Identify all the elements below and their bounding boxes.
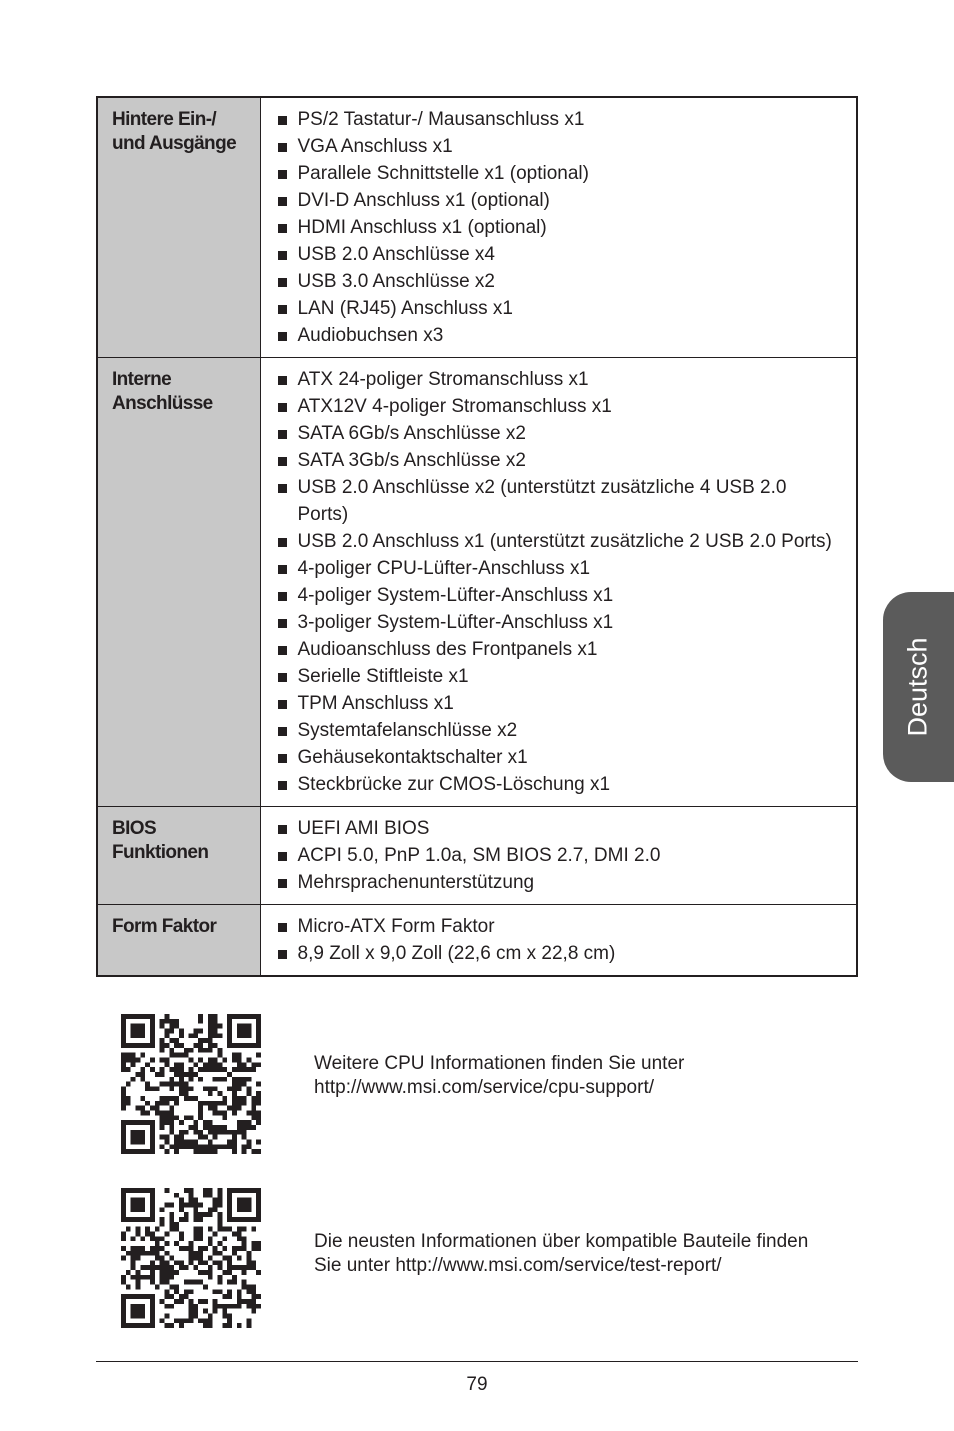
- spec-item-list: [277, 106, 837, 349]
- list-item: Parallele Schnittstelle x1 (optional): [277, 160, 837, 187]
- list-item: Audioanschluss des Frontpanels x1: [277, 636, 837, 663]
- spec-value-cell: [260, 905, 857, 977]
- side-tab-label: Deutsch: [902, 637, 933, 737]
- list-item: PS/2 Tastatur-/ Mausanschluss x1: [277, 106, 837, 133]
- list-item: Gehäusekontaktschalter x1: [277, 744, 837, 771]
- list-item: TPM Anschluss x1: [277, 690, 837, 717]
- list-item: USB 2.0 Anschlüsse x4: [277, 241, 837, 268]
- test-report-note: [314, 1230, 854, 1278]
- spec-label-line: Anschlüsse: [112, 393, 213, 414]
- spec-label-cell: [97, 807, 260, 905]
- spec-value-cell: [260, 358, 857, 807]
- spec-label-cell: [97, 905, 260, 977]
- list-item: LAN (RJ45) Anschluss x1: [277, 295, 837, 322]
- list-item: 3-poliger System-Lüfter-Anschluss x1: [277, 609, 837, 636]
- list-item: Micro-ATX Form Faktor: [277, 913, 837, 940]
- spec-label-line: Funktionen: [112, 842, 209, 863]
- list-item: Steckbrücke zur CMOS-Löschung x1: [277, 771, 837, 798]
- spec-table: [96, 96, 858, 977]
- list-item: UEFI AMI BIOS: [277, 815, 837, 842]
- page-number: 79: [466, 1374, 488, 1395]
- note-line: Weitere CPU Informationen finden Sie unter: [314, 1053, 685, 1074]
- list-item: USB 2.0 Anschlüsse x2 (unterstützt zusätzliche 4 USB 2.0 Ports): [277, 474, 837, 528]
- list-item: 4-poliger System-Lüfter-Anschluss x1: [277, 582, 837, 609]
- list-item: 4-poliger CPU-Lüfter-Anschluss x1: [277, 555, 837, 582]
- spec-label-line: Form Faktor: [112, 916, 217, 937]
- spec-item-list: [277, 366, 837, 798]
- spec-label-line: und Ausgänge: [112, 133, 237, 154]
- list-item: ATX 24-poliger Stromanschluss x1: [277, 366, 837, 393]
- spec-label-cell: [97, 358, 260, 807]
- qr-code-icon: [121, 1188, 261, 1328]
- cpu-support-note: [314, 1052, 854, 1100]
- spec-label-line: Hintere Ein-/: [112, 109, 217, 130]
- list-item: USB 2.0 Anschluss x1 (unterstützt zusätzliche 2 USB 2.0 Ports): [277, 528, 837, 555]
- spec-value-cell: [260, 807, 857, 905]
- list-item: SATA 3Gb/s Anschlüsse x2: [277, 447, 837, 474]
- list-item: SATA 6Gb/s Anschlüsse x2: [277, 420, 837, 447]
- spec-label-cell: [97, 97, 260, 358]
- note-link: Sie unter http://www.msi.com/service/test-report/: [314, 1255, 722, 1276]
- list-item: ACPI 5.0, PnP 1.0a, SM BIOS 2.7, DMI 2.0: [277, 842, 837, 869]
- spec-row-rear-io: [97, 97, 857, 358]
- spec-item-list: [277, 815, 837, 896]
- spec-item-list: [277, 913, 837, 967]
- list-item: Serielle Stiftleiste x1: [277, 663, 837, 690]
- spec-value-cell: [260, 97, 857, 358]
- list-item: DVI-D Anschluss x1 (optional): [277, 187, 837, 214]
- list-item: HDMI Anschluss x1 (optional): [277, 214, 837, 241]
- qr-code-icon: [121, 1014, 261, 1154]
- spec-row-internal-connectors: [97, 358, 857, 807]
- list-item: Mehrsprachenunterstützung: [277, 869, 837, 896]
- list-item: USB 3.0 Anschlüsse x2: [277, 268, 837, 295]
- list-item: 8,9 Zoll x 9,0 Zoll (22,6 cm x 22,8 cm): [277, 940, 837, 967]
- language-side-tab: [883, 592, 954, 782]
- list-item: Audiobuchsen x3: [277, 322, 837, 349]
- spec-label-line: Interne: [112, 369, 172, 390]
- note-link: http://www.msi.com/service/cpu-support/: [314, 1077, 654, 1098]
- spec-row-form-factor: [97, 905, 857, 977]
- list-item: VGA Anschluss x1: [277, 133, 837, 160]
- list-item: ATX12V 4-poliger Stromanschluss x1: [277, 393, 837, 420]
- spec-label-line: BIOS: [112, 818, 157, 839]
- footer-divider: [96, 1361, 858, 1362]
- spec-row-bios: [97, 807, 857, 905]
- list-item: Systemtafelanschlüsse x2: [277, 717, 837, 744]
- note-line: Die neusten Informationen über kompatible Bauteile finden: [314, 1231, 809, 1252]
